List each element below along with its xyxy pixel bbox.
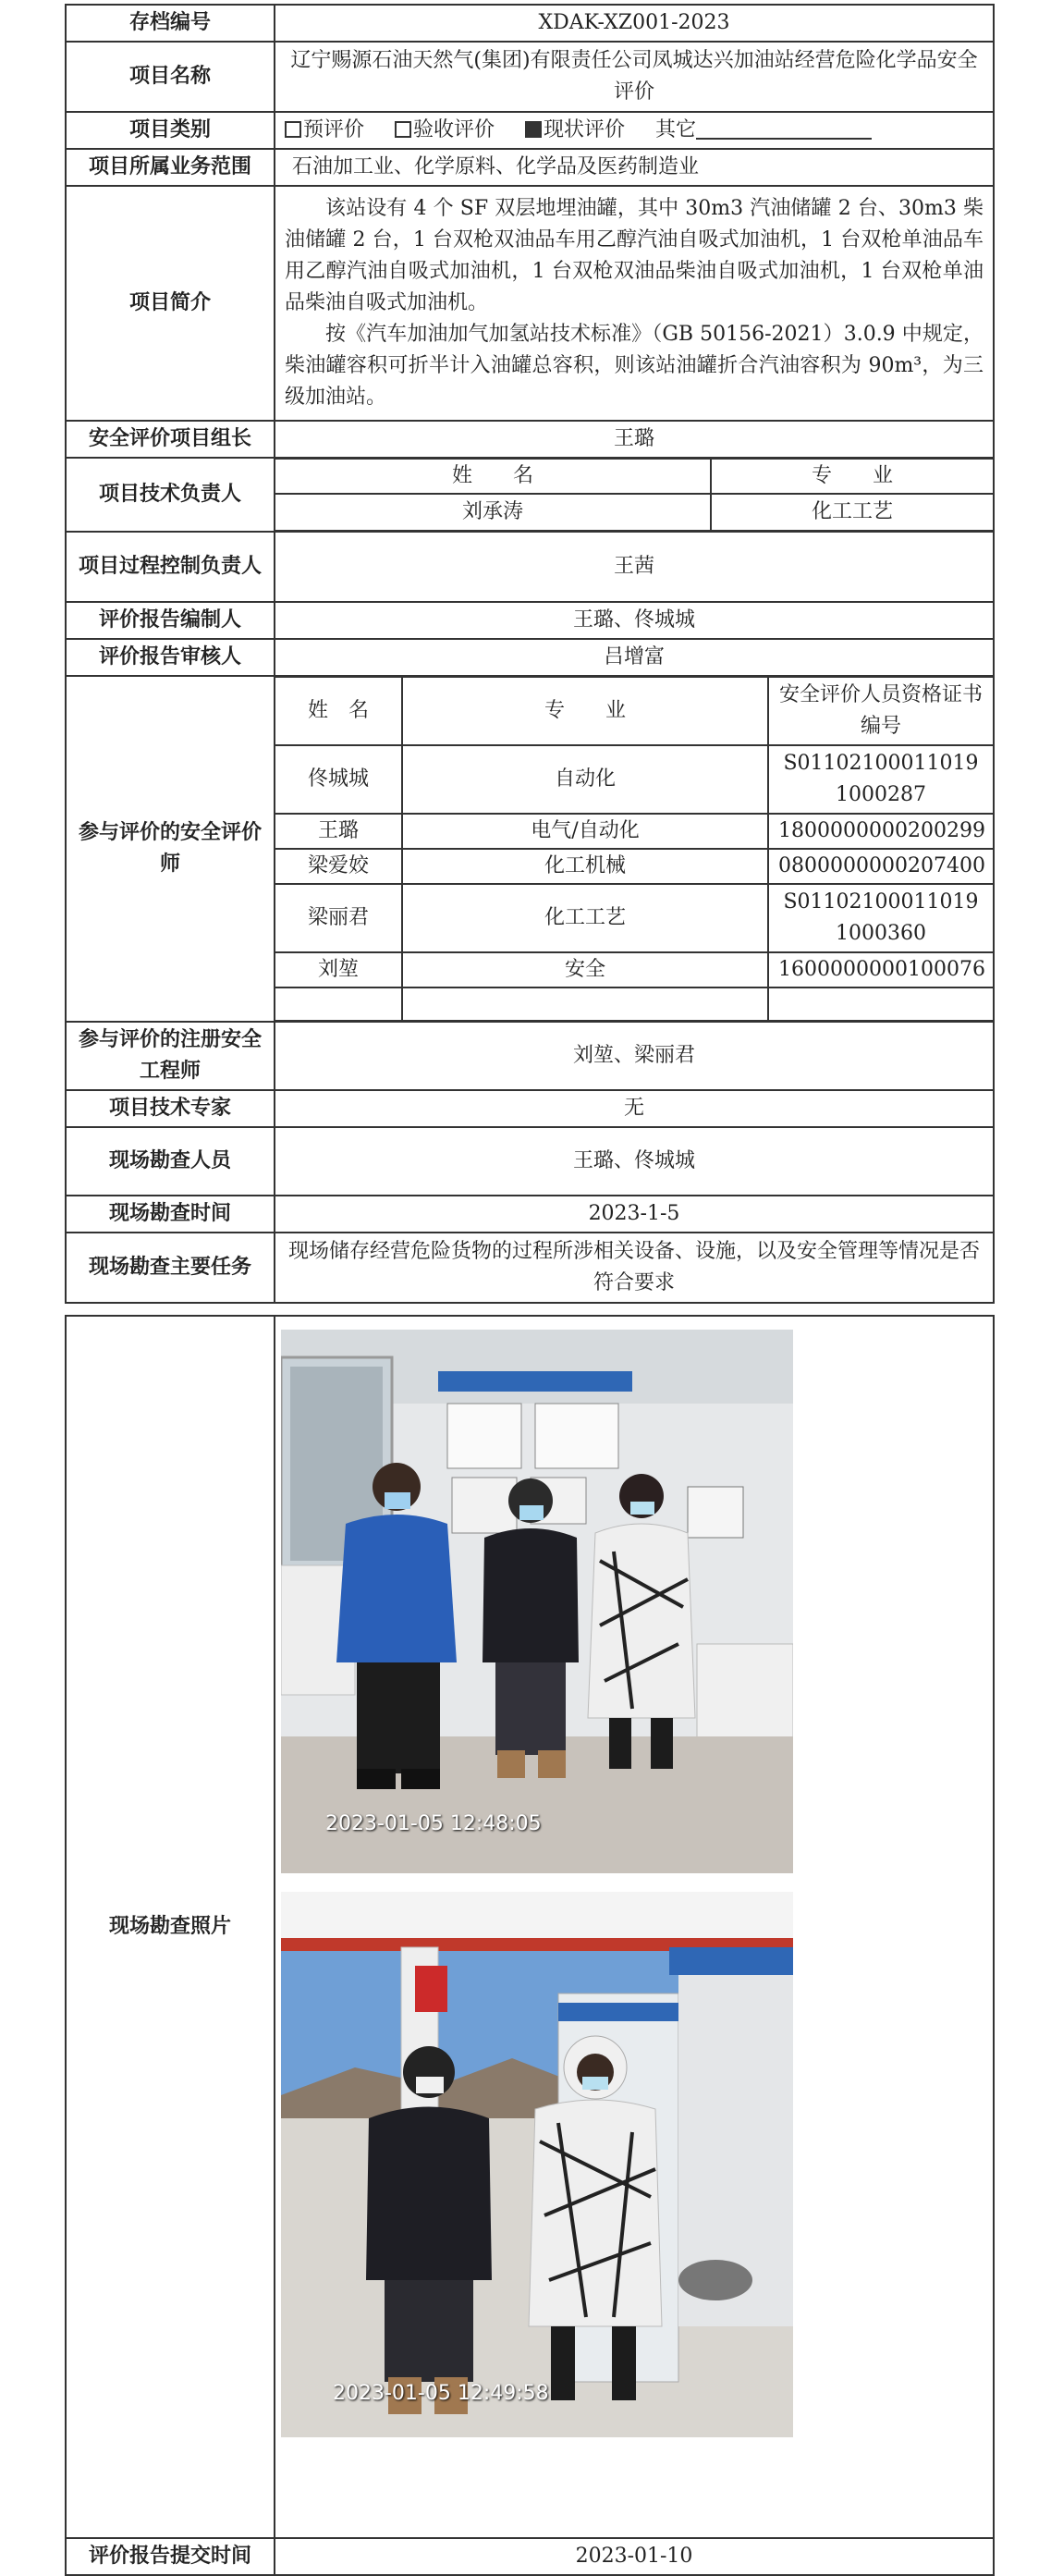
option-pre-eval[interactable]: [285, 115, 364, 146]
compiler-value: 王璐、佟城城: [275, 602, 994, 639]
evaluator-cert: 0800000000207400: [768, 849, 994, 884]
business-scope-label: 项目所属业务范围: [66, 149, 275, 186]
row-project-name: [66, 42, 994, 112]
summary-text: [275, 186, 994, 421]
photo-timestamp: 2023-01-05 12:48:05: [325, 1812, 542, 1835]
evaluator-cert: 1600000000100076: [768, 952, 994, 987]
summary-paragraph: 按《汽车加油加气加氢站技术标准》（GB 50156-2021）3.0.9 中规定，柴油罐容积可折半计入油罐总容积，则该站油罐折合汽油容积为 90m³，为三级加油站。: [285, 323, 984, 409]
evaluator-major-header: 专 业: [402, 677, 768, 745]
survey-photos-cell: [275, 1316, 994, 2538]
summary-label: 项目简介: [66, 186, 275, 421]
survey-task-label: 现场勘查主要任务: [66, 1233, 275, 1303]
row-team-leader: [66, 421, 994, 458]
option-label: 验收评价: [413, 118, 495, 141]
table-row: [275, 884, 994, 952]
evaluator-major: 化工机械: [402, 849, 768, 884]
evaluators-table: [274, 676, 995, 1022]
option-label: 预评价: [303, 118, 365, 141]
tech-lead-name: 刘承涛: [275, 494, 711, 531]
evaluator-major: 化工工艺: [402, 884, 768, 952]
safety-evaluation-form: [65, 4, 995, 2576]
row-survey-photos: [66, 1316, 994, 2538]
row-summary: [66, 186, 994, 421]
table-row: [275, 952, 994, 987]
evaluator-cert-header: 安全评价人员资格证书编号: [768, 677, 994, 745]
form-table: [65, 4, 995, 1304]
evaluator-name-header: 姓 名: [275, 677, 402, 745]
business-scope-value: 石油加工业、化学原料、化学品及医药制造业: [275, 149, 994, 186]
project-type-label: 项目类别: [66, 112, 275, 149]
photo-outdoor-image: [281, 1892, 793, 2437]
evaluator-cert: S011021000110191000287: [768, 745, 994, 814]
table-row-empty: [275, 987, 994, 1021]
survey-photos-label: 现场勘查照片: [66, 1316, 275, 2538]
evaluator-name: 王璐: [275, 814, 402, 849]
evaluator-cert: 1800000000200299: [768, 814, 994, 849]
evaluator-name: 梁丽君: [275, 884, 402, 952]
reviewer-value: 吕增富: [275, 639, 994, 676]
col-major-header: 专 业: [711, 459, 994, 494]
process-control-label: 项目过程控制负责人: [66, 532, 275, 602]
row-survey-staff: [66, 1127, 994, 1196]
survey-time-label: 现场勘查时间: [66, 1196, 275, 1233]
evaluator-name: 刘堃: [275, 952, 402, 987]
option-other[interactable]: [655, 115, 872, 146]
survey-staff-label: 现场勘查人员: [66, 1127, 275, 1196]
row-survey-time: [66, 1196, 994, 1233]
row-survey-task: [66, 1233, 994, 1303]
empty-cell: [275, 987, 402, 1021]
survey-photo-1: [281, 1330, 793, 1873]
registered-engineers-label: 参与评价的注册安全工程师: [66, 1022, 275, 1090]
option-current-eval[interactable]: [525, 115, 625, 146]
checkbox-icon: [395, 121, 411, 138]
table-row: [275, 849, 994, 884]
tech-expert-value: 无: [275, 1090, 994, 1127]
submit-time-label: 评价报告提交时间: [66, 2538, 275, 2575]
survey-task-value: 现场储存经营危险货物的过程所涉相关设备、设施，以及安全管理等情况是否符合要求: [275, 1233, 994, 1303]
tech-expert-label: 项目技术专家: [66, 1090, 275, 1127]
evaluator-major: 电气/自动化: [402, 814, 768, 849]
survey-photo-2: [281, 1892, 793, 2437]
empty-cell: [768, 987, 994, 1021]
photo-indoor-image: [281, 1330, 793, 1873]
project-name-value: 辽宁赐源石油天然气(集团)有限责任公司凤城达兴加油站经营危险化学品安全评价: [275, 42, 994, 112]
submit-time-value: 2023-01-10: [275, 2538, 994, 2575]
option-acceptance-eval[interactable]: [395, 115, 495, 146]
team-leader-value: 王璐: [275, 421, 994, 458]
col-name-header: 姓 名: [275, 459, 711, 494]
registered-engineers-value: 刘堃、梁丽君: [275, 1022, 994, 1090]
table-row: [275, 814, 994, 849]
row-submit-time: [66, 2538, 994, 2575]
evaluator-name: 梁爱姣: [275, 849, 402, 884]
option-label: 其它: [655, 118, 697, 141]
row-archive-no: [66, 5, 994, 42]
survey-staff-value: 王璐、佟城城: [275, 1127, 994, 1196]
checked-checkbox-icon: [525, 121, 542, 138]
photo-timestamp: 2023-01-05 12:49:58: [333, 2382, 549, 2405]
checkbox-icon: [285, 121, 301, 138]
evaluator-cert: S011021000110191000360: [768, 884, 994, 952]
compiler-label: 评价报告编制人: [66, 602, 275, 639]
process-control-value: 王茜: [275, 532, 994, 602]
archive-no-label: 存档编号: [66, 5, 275, 42]
row-business-scope: [66, 149, 994, 186]
tech-lead-cell: [275, 458, 994, 532]
evaluator-major: 安全: [402, 952, 768, 987]
tech-lead-label: 项目技术负责人: [66, 458, 275, 532]
row-tech-lead: [66, 458, 994, 532]
archive-no-value: XDAK-XZ001-2023: [275, 5, 994, 42]
blank-line: [696, 117, 872, 140]
row-tech-expert: [66, 1090, 994, 1127]
row-process-control: [66, 532, 994, 602]
survey-time-value: 2023-1-5: [275, 1196, 994, 1233]
row-reviewer: [66, 639, 994, 676]
row-evaluators: [66, 676, 994, 1022]
project-type-options: [275, 112, 994, 149]
summary-paragraph: 该站设有 4 个 SF 双层地埋油罐，其中 30m3 汽油储罐 2 台、30m3 柴油储罐 2 台，1 台双枪双油品车用乙醇汽油自吸式加油机，1 台双枪单油品车用乙醇汽油自吸式加油机，1 台双枪双油品柴油自吸式加油机，1 台双枪单油品柴油自吸式加油机。: [285, 197, 984, 314]
team-leader-label: 安全评价项目组长: [66, 421, 275, 458]
option-label: 现状评价: [544, 118, 626, 141]
photo-table: [65, 1315, 995, 2576]
evaluators-header-row: [275, 677, 994, 745]
reviewer-label: 评价报告审核人: [66, 639, 275, 676]
tech-lead-major: 化工工艺: [711, 494, 994, 531]
evaluators-label: 参与评价的安全评价师: [66, 676, 275, 1022]
tech-lead-table: [274, 458, 995, 532]
evaluator-major: 自动化: [402, 745, 768, 814]
row-registered-engineers: [66, 1022, 994, 1090]
project-name-label: 项目名称: [66, 42, 275, 112]
row-project-type: [66, 112, 994, 149]
table-row: [275, 745, 994, 814]
evaluator-name: 佟城城: [275, 745, 402, 814]
empty-cell: [402, 987, 768, 1021]
evaluators-cell: [275, 676, 994, 1022]
row-compiler: [66, 602, 994, 639]
